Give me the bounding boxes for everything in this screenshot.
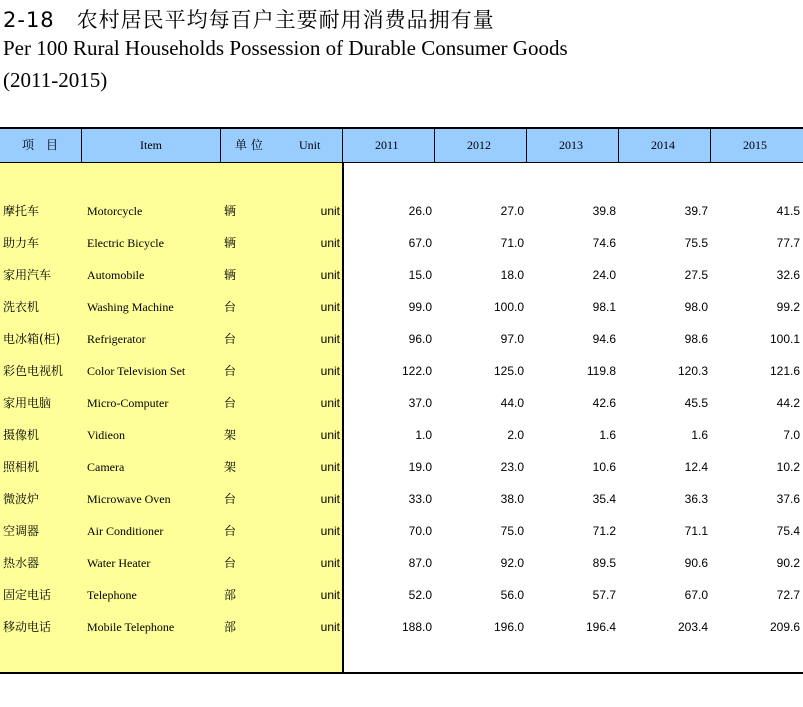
header-unit-en: Unit [299, 138, 321, 152]
unit-en: unit [320, 492, 340, 506]
value-2011: 70.0 [408, 524, 432, 538]
item-name-en: Camera [87, 460, 125, 474]
table-row [0, 355, 803, 387]
value-2012: 2.0 [507, 428, 524, 442]
unit-cn: 台 [224, 524, 237, 538]
unit-cn: 台 [224, 396, 237, 410]
unit-en: unit [320, 524, 340, 538]
value-2012: 97.0 [500, 332, 524, 346]
table-row [0, 483, 803, 515]
value-2015: 10.2 [776, 460, 800, 474]
item-name-cn: 洗衣机 [3, 300, 40, 314]
table-row [0, 387, 803, 419]
unit-cn: 台 [224, 492, 237, 506]
value-2013: 71.2 [592, 524, 616, 538]
unit-cn: 架 [224, 428, 237, 442]
value-2014: 27.5 [684, 268, 708, 282]
value-2011: 37.0 [408, 396, 432, 410]
unit-cn: 台 [224, 556, 237, 570]
unit-en: unit [320, 364, 340, 378]
item-name-en: Refrigerator [87, 332, 146, 346]
value-2015: 209.6 [769, 620, 800, 634]
table-row [0, 515, 803, 547]
value-2013: 24.0 [592, 268, 616, 282]
header-divider [220, 129, 221, 163]
header-divider [81, 129, 82, 163]
item-name-cn: 家用汽车 [3, 268, 52, 282]
value-2014: 1.6 [691, 428, 708, 442]
item-name-en: Water Heater [87, 556, 151, 570]
value-2015: 7.0 [783, 428, 800, 442]
table-title-cn: 2-18 农村居民平均每百户主要耐用消费品拥有量 [3, 8, 495, 32]
value-2015: 72.7 [776, 588, 800, 602]
value-2013: 39.8 [592, 204, 616, 218]
value-2014: 36.3 [684, 492, 708, 506]
value-2013: 89.5 [592, 556, 616, 570]
item-name-cn: 热水器 [3, 556, 40, 570]
table-row [0, 291, 803, 323]
item-name-cn: 彩色电视机 [3, 364, 64, 378]
unit-cn: 部 [224, 620, 237, 634]
value-2011: 33.0 [408, 492, 432, 506]
item-name-cn: 家用电脑 [3, 396, 52, 410]
value-2015: 32.6 [776, 268, 800, 282]
header-divider [434, 129, 435, 163]
item-name-en: Microwave Oven [87, 492, 171, 506]
item-name-en: Micro-Computer [87, 396, 169, 410]
value-2012: 196.0 [493, 620, 524, 634]
item-name-cn: 空调器 [3, 524, 40, 538]
value-2011: 26.0 [408, 204, 432, 218]
unit-cn: 台 [224, 300, 237, 314]
value-2012: 44.0 [500, 396, 524, 410]
value-2012: 71.0 [500, 236, 524, 250]
value-2013: 94.6 [592, 332, 616, 346]
item-name-en: Vidieon [87, 428, 125, 442]
item-name-en: Telephone [87, 588, 137, 602]
value-2013: 35.4 [592, 492, 616, 506]
value-2014: 12.4 [684, 460, 708, 474]
value-2011: 122.0 [401, 364, 432, 378]
value-2015: 37.6 [776, 492, 800, 506]
header-divider [342, 129, 343, 163]
unit-en: unit [320, 460, 340, 474]
unit-en: unit [320, 620, 340, 634]
unit-cn: 辆 [224, 268, 237, 282]
value-2011: 19.0 [408, 460, 432, 474]
table-title-years: (2011-2015) [3, 68, 108, 92]
value-2015: 41.5 [776, 204, 800, 218]
unit-en: unit [320, 428, 340, 442]
item-name-cn: 固定电话 [3, 588, 52, 602]
value-2011: 15.0 [408, 268, 432, 282]
table-row [0, 547, 803, 579]
unit-cn: 台 [224, 364, 237, 378]
unit-cn: 辆 [224, 236, 237, 250]
table-title-en: Per 100 Rural Households Possession of Durable Consumer Goods [3, 36, 568, 60]
header-divider [710, 129, 711, 163]
value-2014: 39.7 [684, 204, 708, 218]
header-year-2013: 2013 [559, 138, 583, 152]
unit-en: unit [320, 332, 340, 346]
item-name-cn: 照相机 [3, 460, 40, 474]
value-2012: 100.0 [493, 300, 524, 314]
value-2013: 10.6 [592, 460, 616, 474]
item-name-cn: 微波炉 [3, 492, 40, 506]
item-name-en: Color Television Set [87, 364, 186, 378]
table-row [0, 419, 803, 451]
value-2011: 87.0 [408, 556, 432, 570]
table-header [0, 129, 803, 163]
header-year-2012: 2012 [467, 138, 491, 152]
value-2014: 203.4 [677, 620, 708, 634]
unit-en: unit [320, 204, 340, 218]
value-2014: 71.1 [684, 524, 708, 538]
value-2015: 77.7 [776, 236, 800, 250]
value-2013: 42.6 [592, 396, 616, 410]
value-2014: 98.6 [684, 332, 708, 346]
table-row [0, 611, 803, 643]
header-unit-cn: 单 位 [235, 138, 263, 152]
value-2011: 99.0 [408, 300, 432, 314]
item-name-en: Electric Bicycle [87, 236, 164, 250]
value-2013: 98.1 [592, 300, 616, 314]
value-2013: 1.6 [599, 428, 616, 442]
value-2011: 52.0 [408, 588, 432, 602]
table-row [0, 259, 803, 291]
unit-cn: 部 [224, 588, 237, 602]
unit-en: unit [320, 396, 340, 410]
value-2011: 96.0 [408, 332, 432, 346]
unit-cn: 台 [224, 332, 237, 346]
item-name-en: Motorcycle [87, 204, 143, 218]
header-item-cn: 项 目 [22, 138, 59, 152]
unit-cn: 辆 [224, 204, 237, 218]
item-name-cn: 摩托车 [3, 204, 40, 218]
value-2014: 67.0 [684, 588, 708, 602]
item-name-en: Washing Machine [87, 300, 174, 314]
value-2015: 121.6 [769, 364, 800, 378]
value-2012: 38.0 [500, 492, 524, 506]
unit-en: unit [320, 268, 340, 282]
value-2014: 120.3 [677, 364, 708, 378]
value-2014: 45.5 [684, 396, 708, 410]
header-year-2014: 2014 [651, 138, 675, 152]
value-2013: 119.8 [586, 364, 616, 378]
value-2012: 75.0 [500, 524, 524, 538]
item-name-cn: 助力车 [3, 236, 40, 250]
value-2015: 99.2 [776, 300, 800, 314]
value-2011: 1.0 [415, 428, 432, 442]
value-2012: 23.0 [500, 460, 524, 474]
table-bottom-rule [0, 672, 803, 674]
header-divider [526, 129, 527, 163]
header-year-2011: 2011 [375, 138, 399, 152]
value-2012: 92.0 [500, 556, 524, 570]
item-name-en: Mobile Telephone [87, 620, 175, 634]
item-name-cn: 摄像机 [3, 428, 40, 442]
table-row [0, 323, 803, 355]
value-2014: 90.6 [684, 556, 708, 570]
header-item-en: Item [140, 138, 162, 152]
value-2012: 125.0 [493, 364, 524, 378]
item-name-cn: 移动电话 [3, 620, 52, 634]
table-row [0, 227, 803, 259]
value-2015: 100.1 [769, 332, 800, 346]
value-2012: 18.0 [500, 268, 524, 282]
header-year-2015: 2015 [743, 138, 767, 152]
unit-en: unit [320, 556, 340, 570]
item-name-en: Automobile [87, 268, 145, 282]
value-2013: 74.6 [592, 236, 616, 250]
value-2012: 56.0 [500, 588, 524, 602]
value-2013: 196.4 [585, 620, 616, 634]
unit-cn: 架 [224, 460, 237, 474]
value-2014: 75.5 [684, 236, 708, 250]
unit-en: unit [320, 236, 340, 250]
value-2015: 44.2 [776, 396, 800, 410]
table-row [0, 579, 803, 611]
unit-en: unit [320, 300, 340, 314]
value-2015: 75.4 [776, 524, 800, 538]
value-2011: 188.0 [401, 620, 432, 634]
header-divider [618, 129, 619, 163]
unit-en: unit [320, 588, 340, 602]
value-2014: 98.0 [684, 300, 708, 314]
value-2012: 27.0 [500, 204, 524, 218]
value-2013: 57.7 [592, 588, 616, 602]
value-2011: 67.0 [408, 236, 432, 250]
table-row [0, 451, 803, 483]
item-name-en: Air Conditioner [87, 524, 164, 538]
item-name-cn: 电冰箱(柜) [3, 332, 61, 346]
value-2015: 90.2 [776, 556, 800, 570]
table-row [0, 195, 803, 227]
